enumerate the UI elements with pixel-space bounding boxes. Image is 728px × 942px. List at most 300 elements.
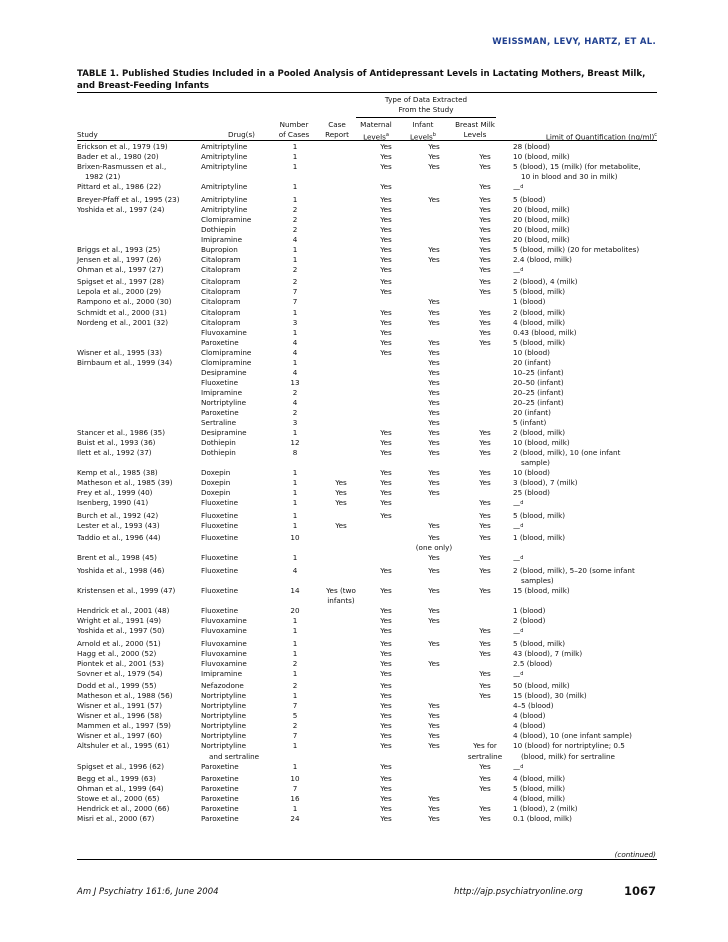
cell-limit: 3 (blood), 7 (milk): [513, 478, 578, 488]
footnote-marker: d: [520, 184, 524, 191]
cell-limit: 20 (blood, milk): [513, 204, 570, 214]
cell-infant: [411, 328, 457, 338]
cell-infant: Yes: [428, 152, 440, 162]
studies-table: [77, 142, 657, 824]
cell-study: Arnold et al., 2000 (51): [77, 638, 161, 648]
cell-study: [77, 398, 201, 408]
cell-milk: Yes: [479, 804, 491, 814]
cell-drug: Nortriptyline: [201, 721, 247, 731]
cell-study: Nordeng et al., 2001 (32): [77, 317, 169, 327]
cell-case-report: [321, 553, 361, 565]
cell-limit: 4–5 (blood): [513, 701, 554, 711]
table-row: [77, 235, 657, 245]
table-row: [77, 277, 657, 287]
cell-limit: 5 (blood), 15 (milk) (for metabolite,: [513, 162, 641, 172]
cell-limit: 2.4 (blood, milk): [513, 254, 572, 264]
cell-maternal: [361, 553, 411, 565]
cell-milk: [457, 543, 513, 553]
cell-drug: [201, 172, 269, 182]
cell-number: 3: [292, 317, 298, 327]
cell-limit: 5 (blood, milk): [513, 287, 566, 297]
cell-infant: Yes: [428, 520, 440, 530]
cell-drug: Imipramine: [201, 387, 243, 397]
cell-milk: Yes: [479, 448, 491, 458]
cell-maternal: Yes: [380, 234, 392, 244]
cell-maternal: Yes: [380, 428, 392, 438]
cell-milk: [457, 388, 513, 398]
cell-number: 1: [292, 142, 298, 151]
cell-study: [77, 225, 201, 235]
cell-milk: Yes: [479, 520, 491, 530]
cell-drug: Amitriptyline: [201, 204, 248, 214]
table-row: [77, 804, 657, 814]
cell-infant: Yes: [428, 701, 440, 711]
span-header-rule: [356, 117, 496, 118]
cell-drug: Paroxetine: [201, 773, 239, 783]
cell-milk: Yes: [479, 287, 491, 297]
cell-drug: Doxepin: [201, 488, 231, 498]
cell-study: Piontek et al., 2001 (53): [77, 658, 164, 668]
cell-maternal: [361, 521, 411, 533]
span-header: [356, 95, 496, 115]
cell-number: 1: [292, 691, 298, 701]
cell-number: 10: [290, 773, 300, 783]
cell-number: 13: [290, 377, 300, 387]
cell-case-report: [321, 543, 361, 553]
cell-limit: 1 (blood, milk): [513, 533, 566, 543]
cell-case-report: [321, 277, 361, 287]
cell-limit: —$^d$: [513, 763, 524, 773]
cell-study: Hendrick et al., 2001 (48): [77, 606, 170, 616]
cell-milk: [457, 596, 513, 606]
cell-case-report: [321, 784, 361, 794]
footnote-marker: d: [520, 500, 524, 507]
cell-number: [269, 458, 321, 468]
cell-case-report: Yes: [335, 478, 347, 488]
cell-drug: Desipramine: [201, 428, 247, 438]
cell-milk: Yes: [479, 626, 491, 636]
cell-milk: Yes: [479, 337, 491, 347]
cell-infant: Yes: [428, 711, 440, 721]
cell-case-report: [321, 255, 361, 265]
cell-maternal: Yes: [380, 804, 392, 814]
cell-milk: [457, 794, 513, 804]
cell-study: Altshuler et al., 1995 (61): [77, 741, 170, 751]
cell-drug: Citalopram: [201, 317, 241, 327]
cell-milk: [457, 142, 513, 152]
cell-drug: Nortriptyline: [201, 741, 247, 751]
table-row: [77, 711, 657, 721]
table-row: [77, 701, 657, 711]
cell-study: Matheson et al., 1985 (39): [77, 478, 173, 488]
cell-drug: Paroxetine: [201, 814, 239, 824]
cell-milk: Yes: [479, 585, 491, 595]
cell-limit: 2 (blood, milk), 5–20 (some infant: [513, 565, 635, 575]
cell-case-report: [321, 649, 361, 659]
col-header-milk-line-1: Breast Milk: [455, 120, 495, 129]
cell-limit: 50 (blood, milk): [513, 681, 570, 691]
cell-infant: [411, 691, 457, 701]
cell-number: 2: [292, 681, 298, 691]
cell-infant: Yes: [428, 428, 440, 438]
cell-milk: Yes: [479, 264, 491, 274]
cell-case-report: [321, 318, 361, 328]
running-header: WEISSMAN, LEVY, HARTZ, ET AL.: [492, 37, 656, 47]
cell-infant: Yes: [428, 142, 440, 151]
cell-maternal: Yes: [380, 204, 392, 214]
table-row: [77, 172, 657, 182]
cell-maternal: Yes: [380, 510, 392, 520]
span-header-line-1: Type of Data Extracted: [384, 95, 468, 104]
cell-infant: [411, 762, 457, 774]
cell-number: 1: [292, 804, 298, 814]
cell-case-report: [321, 172, 361, 182]
cell-drug: [201, 596, 269, 606]
table-row: [77, 308, 657, 318]
cell-study: [77, 418, 201, 428]
cell-infant: [411, 511, 457, 521]
cell-limit: 20–25 (infant): [513, 387, 564, 397]
table-row: [77, 576, 657, 586]
cell-milk: Yes: [479, 691, 491, 701]
cell-drug: Citalopram: [201, 307, 241, 317]
cell-number: 1: [292, 761, 298, 771]
cell-limit: 2 (blood), 4 (milk): [513, 277, 578, 287]
cell-infant: (one only): [415, 543, 453, 553]
footer-journal: Am J Psychiatry 161:6, June 2004: [77, 887, 219, 897]
cell-case-report: [321, 428, 361, 438]
col-header-study: Study: [77, 130, 98, 139]
cell-milk: Yes: [479, 277, 491, 287]
col-header-number: [268, 120, 320, 140]
cell-drug: Clomipramine: [201, 214, 252, 224]
table-row: [77, 533, 657, 543]
cell-limit: 10 in blood and 30 in milk): [521, 172, 618, 182]
cell-study: [77, 215, 201, 225]
cell-milk: Yes for: [473, 741, 497, 751]
table-row: [77, 498, 657, 510]
table-row: [77, 388, 657, 398]
cell-number: 7: [292, 287, 298, 297]
cell-infant: [411, 576, 457, 586]
cell-maternal: Yes: [380, 448, 392, 458]
table-row: [77, 378, 657, 388]
cell-milk: [457, 731, 513, 741]
table-row: [77, 553, 657, 565]
cell-study: Burch et al., 1992 (42): [77, 510, 159, 520]
cell-study: Bader et al., 1980 (20): [77, 152, 159, 162]
cell-case-report: [321, 195, 361, 205]
cell-limit: 15 (blood), 30 (milk): [513, 691, 587, 701]
cell-number: 1: [292, 194, 298, 204]
cell-case-report: [321, 287, 361, 297]
cell-maternal: [361, 297, 411, 307]
table-row: [77, 225, 657, 235]
cell-milk: [457, 488, 513, 498]
cell-infant: Yes: [428, 468, 440, 478]
footer-url[interactable]: http://ajp.psychiatryonline.org: [454, 887, 583, 897]
cell-number: [269, 752, 321, 762]
cell-limit: 2 (blood, milk): [513, 428, 566, 438]
cell-study: Jensen et al., 1997 (26): [77, 254, 162, 264]
cell-infant: [411, 172, 457, 182]
cell-limit: 5 (blood, milk): [513, 638, 566, 648]
cell-maternal: Yes: [380, 214, 392, 224]
cell-study: Sovner et al., 1979 (54): [77, 668, 163, 678]
cell-limit: 1 (blood): [513, 297, 546, 307]
cell-case-report: [321, 533, 361, 543]
cell-infant: [411, 774, 457, 784]
cell-drug: Dothiepin: [201, 448, 236, 458]
table-row: [77, 511, 657, 521]
table-row: [77, 408, 657, 418]
cell-milk: Yes: [479, 254, 491, 264]
cell-maternal: Yes: [380, 182, 392, 192]
table-row: [77, 721, 657, 731]
col-header-limit-text: Limit of Quantification (ng/ml): [545, 132, 655, 142]
col-header-limit-note: c: [654, 132, 657, 138]
table-row: [77, 762, 657, 774]
cell-number: 4: [292, 565, 298, 575]
cell-infant: Yes: [428, 418, 440, 428]
cell-case-report: [321, 152, 361, 162]
col-header-case-line-2: Report: [325, 130, 349, 139]
cell-study: Wisner et al., 1991 (57): [77, 701, 163, 711]
table-row: [77, 669, 657, 681]
cell-limit: 20 (blood, milk): [513, 234, 570, 244]
cell-infant: Yes: [428, 448, 440, 458]
cell-study: Misri et al., 2000 (67): [77, 814, 155, 824]
page-number: 1067: [623, 884, 656, 898]
cell-infant: Yes: [428, 408, 440, 417]
cell-infant: Yes: [428, 804, 440, 814]
cell-number: 7: [292, 731, 298, 741]
cell-limit: 20 (blood, milk): [513, 214, 570, 224]
cell-milk: Yes: [479, 814, 491, 824]
cell-drug: Citalopram: [201, 287, 241, 297]
cell-maternal: Yes: [380, 468, 392, 478]
table-row: [77, 142, 657, 152]
cell-infant: Yes: [428, 162, 440, 172]
cell-case-report: [321, 205, 361, 215]
cell-milk: [457, 418, 513, 428]
cell-maternal: Yes: [380, 478, 392, 488]
cell-limit: 5 (blood, milk): [513, 510, 566, 520]
col-header-number-line-2: of Cases: [278, 130, 310, 139]
cell-limit: 5 (blood, milk) (20 for metabolites): [513, 244, 640, 254]
cell-case-report: [321, 408, 361, 418]
table-row: [77, 318, 657, 328]
cell-limit: 43 (blood), 7 (milk): [513, 648, 583, 658]
cell-study: Yoshida et al., 1997 (24): [77, 204, 165, 214]
cell-number: 7: [292, 701, 298, 711]
cell-milk: [457, 368, 513, 378]
cell-maternal: Yes: [380, 224, 392, 234]
cell-milk: [457, 616, 513, 626]
cell-study: [77, 388, 201, 398]
table-row: [77, 731, 657, 741]
table-row: [77, 794, 657, 804]
cell-drug: [201, 458, 269, 468]
cell-maternal: [361, 543, 411, 553]
cell-drug: Amitriptyline: [201, 182, 248, 192]
span-header-line-2: From the Study: [398, 105, 454, 114]
cell-case-report: [321, 438, 361, 448]
cell-number: [269, 576, 321, 586]
table-row: [77, 205, 657, 215]
cell-number: 4: [292, 337, 298, 347]
cell-number: 1: [292, 520, 298, 530]
cell-maternal: Yes: [380, 337, 392, 347]
cell-limit: —$^d$: [513, 184, 524, 194]
cell-maternal: [361, 408, 411, 418]
cell-case-report: [321, 368, 361, 378]
cell-number: [269, 172, 321, 182]
cell-study: Lepola et al., 2000 (29): [77, 287, 162, 297]
cell-study: [77, 576, 201, 586]
table-row: [77, 814, 657, 824]
cell-infant: Yes: [428, 658, 440, 668]
cell-drug: Paroxetine: [201, 408, 239, 417]
cell-study: Brixen-Rasmussen et al.,: [77, 162, 167, 172]
cell-drug: Fluoxetine: [201, 498, 239, 508]
cell-limit: 20–50 (infant): [513, 377, 564, 387]
col-header-maternal-note: a: [385, 132, 389, 138]
table-row: [77, 328, 657, 338]
cell-milk: [457, 358, 513, 368]
cell-study: Wisner et al., 1996 (58): [77, 711, 163, 721]
cell-number: 20: [290, 606, 300, 616]
cell-maternal: [361, 596, 411, 606]
cell-milk: Yes: [479, 317, 491, 327]
cell-number: 2: [292, 721, 298, 731]
cell-case-report: [321, 616, 361, 626]
cell-milk: [457, 408, 513, 418]
cell-maternal: Yes: [380, 194, 392, 204]
cell-milk: Yes: [479, 498, 491, 508]
cell-study: [77, 596, 201, 606]
col-header-infant-line-1: Infant: [412, 120, 434, 129]
table-row: [77, 368, 657, 378]
cell-study: Birnbaum et al., 1999 (34): [77, 357, 173, 367]
cell-drug: Paroxetine: [201, 784, 239, 794]
cell-limit: 15 (blood, milk): [513, 585, 570, 595]
cell-milk: [457, 711, 513, 721]
cell-number: 1: [292, 152, 298, 162]
cell-number: 1: [292, 307, 298, 317]
cell-drug: Fluoxetine: [201, 377, 239, 387]
cell-maternal: Yes: [380, 162, 392, 172]
cell-milk: Yes: [479, 244, 491, 254]
cell-maternal: Yes: [380, 277, 392, 287]
table-caption: TABLE 1. Published Studies Included in a Pooled Analysis of Antidepressant Levels in Lactating Mothers, Breast Milk, and Breast-Feeding Infants: [77, 69, 646, 91]
cell-drug: Imipramine: [201, 234, 243, 244]
cell-milk: Yes: [479, 784, 491, 794]
cell-case-report: [321, 566, 361, 576]
cell-milk: Yes: [479, 214, 491, 224]
cell-case-report: [321, 814, 361, 824]
cell-number: 1: [292, 616, 298, 626]
table-row: [77, 468, 657, 478]
cell-milk: Yes: [479, 182, 491, 192]
cell-limit: 5 (blood): [513, 194, 546, 204]
cell-milk: [457, 606, 513, 616]
cell-maternal: Yes: [380, 741, 392, 751]
cell-study: Mammen et al., 1997 (59): [77, 721, 171, 731]
cell-maternal: Yes: [380, 761, 392, 771]
cell-milk: Yes: [479, 468, 491, 478]
cell-maternal: Yes: [380, 606, 392, 616]
cell-drug: Nefazodone: [201, 681, 244, 691]
cell-number: [269, 543, 321, 553]
cell-case-report: [321, 308, 361, 318]
cell-study: Stancer et al., 1986 (35): [77, 428, 166, 438]
cell-number: 10: [290, 533, 300, 543]
cell-number: 5: [292, 711, 298, 721]
cell-maternal: Yes: [380, 585, 392, 595]
cell-study: [77, 458, 201, 468]
cell-case-report: [321, 448, 361, 458]
cell-infant: [411, 225, 457, 235]
cell-infant: Yes: [428, 397, 440, 407]
cell-limit: 4 (blood), 10 (one infant sample): [513, 731, 632, 741]
cell-study: Hendrick et al., 2000 (66): [77, 804, 170, 814]
cell-maternal: [361, 388, 411, 398]
cell-infant: Yes: [428, 814, 440, 824]
table-header-rule: [77, 140, 657, 141]
cell-maternal: [361, 418, 411, 428]
cell-case-report: [321, 659, 361, 669]
cell-infant: Yes: [428, 357, 440, 367]
cell-number: 1: [292, 741, 298, 751]
cell-drug: Paroxetine: [201, 337, 239, 347]
cell-infant: [411, 669, 457, 681]
table-row: [77, 586, 657, 596]
cell-case-report: [321, 265, 361, 277]
cell-number: 14: [290, 585, 300, 595]
cell-drug: Dothiepin: [201, 438, 236, 448]
cell-drug: Fluoxetine: [201, 510, 239, 520]
cell-limit: sample): [521, 458, 550, 468]
cell-study: [77, 752, 201, 762]
cell-maternal: Yes: [380, 814, 392, 824]
cell-study: Dodd et al., 1999 (55): [77, 681, 157, 691]
cell-maternal: Yes: [380, 711, 392, 721]
cell-limit: 25 (blood): [513, 488, 550, 498]
cell-number: 1: [292, 488, 298, 498]
cell-study: Isenberg, 1990 (41): [77, 498, 149, 508]
cell-number: 2: [292, 658, 298, 668]
cell-limit: 4 (blood): [513, 711, 546, 721]
cell-drug: Fluoxetine: [201, 533, 239, 543]
cell-case-report: [321, 752, 361, 762]
cell-drug: Amitriptyline: [201, 152, 248, 162]
table-row: [77, 338, 657, 348]
cell-study: Breyer-Pfaff et al., 1995 (23): [77, 194, 180, 204]
table-row: [77, 245, 657, 255]
cell-case-report: [321, 741, 361, 751]
cell-maternal: [361, 752, 411, 762]
cell-milk: Yes: [479, 648, 491, 658]
cell-infant: Yes: [428, 317, 440, 327]
cell-infant: Yes: [428, 488, 440, 498]
col-header-milk: [446, 120, 504, 140]
cell-milk: [457, 701, 513, 711]
cell-drug: Fluoxetine: [201, 520, 239, 530]
cell-drug: Citalopram: [201, 254, 241, 264]
cell-infant: Yes: [428, 478, 440, 488]
cell-milk: Yes: [479, 565, 491, 575]
